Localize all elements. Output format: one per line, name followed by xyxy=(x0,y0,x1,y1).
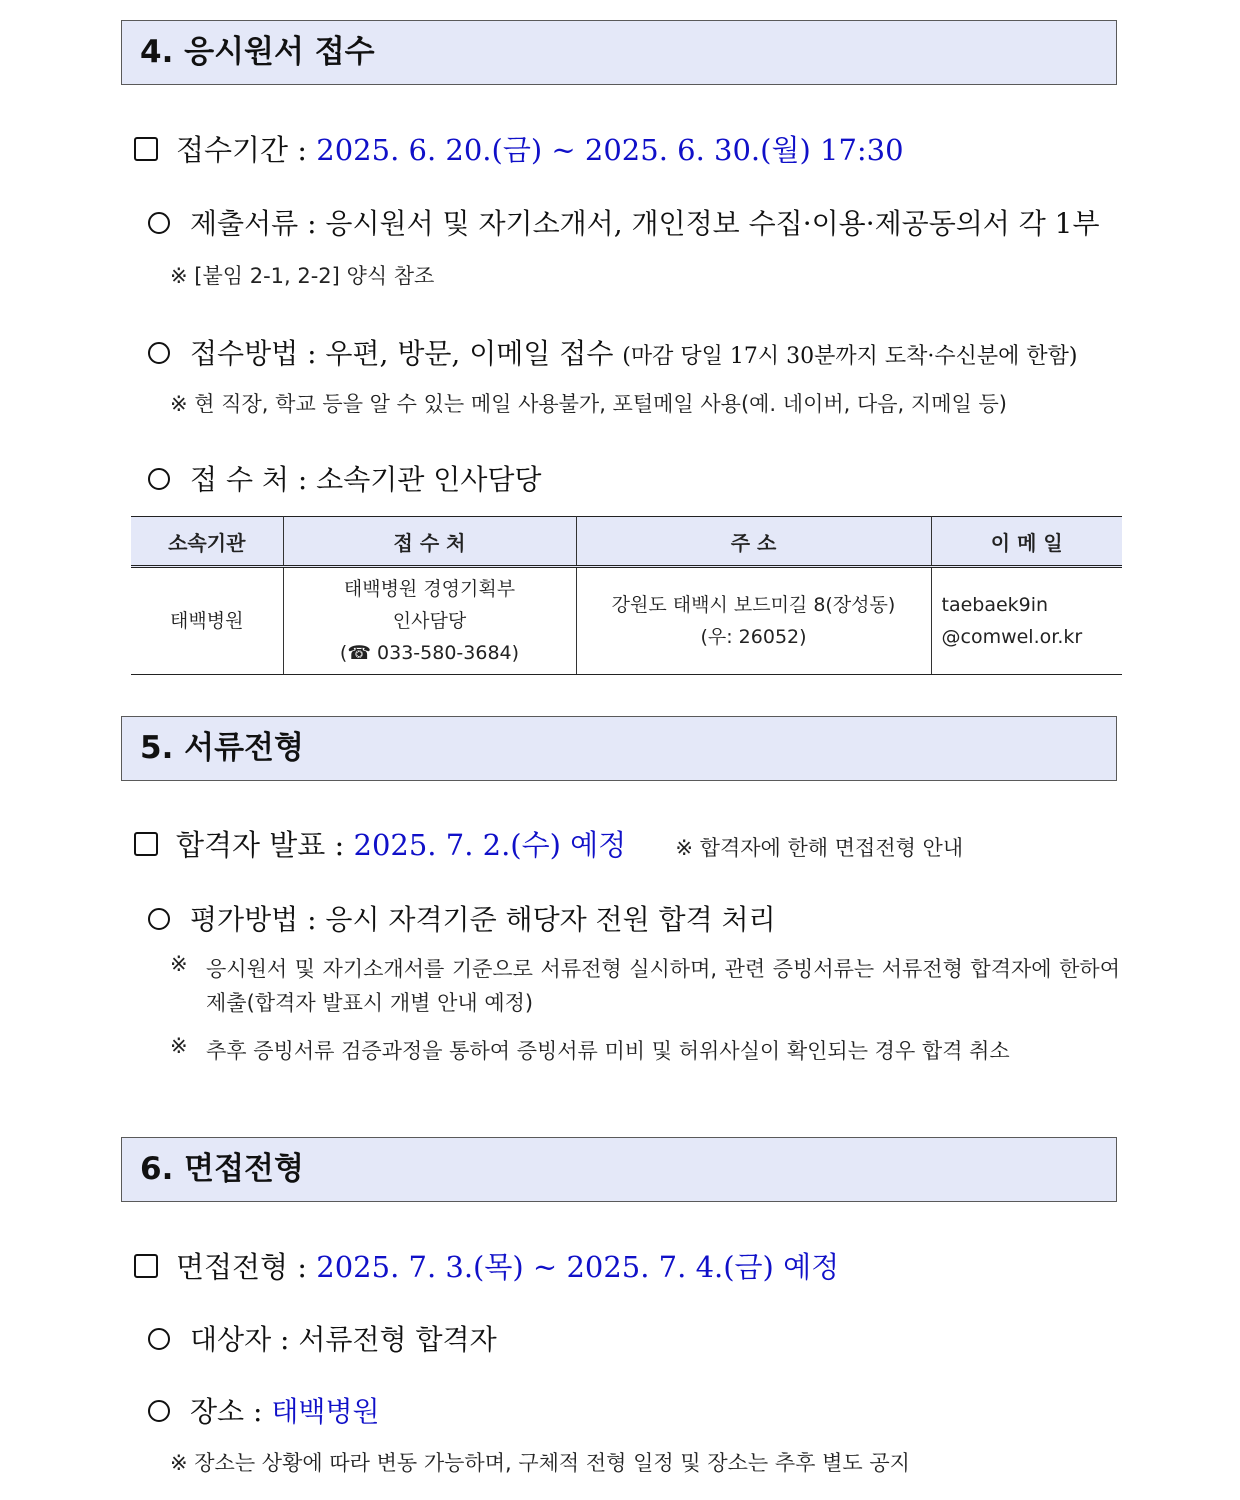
receipt-method xyxy=(148,332,1077,372)
method-note: ※ 현 직장, 학교 등을 알 수 있는 메일 사용불가, 포털메일 사용(예. 네이버, 다음, 지메일 등) xyxy=(170,392,1007,416)
submission-docs xyxy=(148,202,1100,242)
circle-bullet-icon xyxy=(148,212,170,234)
docs-note: ※ [붙임 2-1, 2-2] 양식 참조 xyxy=(170,264,435,288)
address-street: 강원도 태백시 보드미길 8(장성동) xyxy=(611,594,896,616)
evaluation-text: 평가방법 : 응시 자격기준 해당자 전원 합격 처리 xyxy=(190,903,776,936)
section-4-heading: 4. 응시원서 접수 xyxy=(121,20,1117,85)
circle-bullet-icon xyxy=(148,1400,170,1422)
interview-value: 2025. 7. 3.(목) ~ 2025. 7. 4.(금) 예정 xyxy=(316,1250,840,1284)
email-domain: @comwel.or.kr xyxy=(941,626,1083,648)
announce-label: 합격자 발표 : xyxy=(176,828,354,862)
note-mark: ※ xyxy=(170,952,188,976)
place-text: 접 수 처 : 소속기관 인사담당 xyxy=(190,463,542,496)
checkbox-icon xyxy=(134,1254,158,1278)
application-period xyxy=(134,128,904,169)
table-header: 소속기관 xyxy=(131,517,283,567)
interview-venue xyxy=(148,1390,380,1430)
note-mark: ※ xyxy=(170,1034,188,1058)
circle-bullet-icon xyxy=(148,908,170,930)
note-text: 응시원서 및 자기소개서를 기준으로 서류전형 실시하며, 관련 증빙서류는 서류전형 합격자에 한하여 제출(합격자 발표시 개별 안내 예정) xyxy=(206,957,1120,1015)
dept-unit: 인사담당 xyxy=(392,610,467,632)
period-value: 2025. 6. 20.(금) ~ 2025. 6. 30.(월) 17:30 xyxy=(316,133,904,167)
receipt-table xyxy=(131,516,1122,675)
circle-bullet-icon xyxy=(148,342,170,364)
interview-target xyxy=(148,1318,497,1358)
venue-label: 장소 : xyxy=(190,1395,272,1428)
table-header: 이 메 일 xyxy=(931,517,1122,567)
announce-value: 2025. 7. 2.(수) 예정 xyxy=(353,828,627,862)
checkbox-icon xyxy=(134,832,158,856)
table-header: 접 수 처 xyxy=(283,517,576,567)
venue-value: 태백병원 xyxy=(271,1395,380,1428)
email-cell xyxy=(931,567,1122,675)
checkbox-icon xyxy=(134,137,158,161)
circle-bullet-icon xyxy=(148,1328,170,1350)
interview-period xyxy=(134,1245,839,1286)
section-5-heading: 5. 서류전형 xyxy=(121,716,1117,781)
address-cell xyxy=(576,567,931,675)
venue-note: ※ 장소는 상황에 따라 변동 가능하며, 구체적 전형 일정 및 장소는 추후 별도 공지 xyxy=(170,1451,910,1475)
dept-cell xyxy=(283,567,576,675)
announce-note: ※ 합격자에 한해 면접전형 안내 xyxy=(675,836,964,860)
docs-text: 제출서류 : 응시원서 및 자기소개서, 개인정보 수집·이용·제공동의서 각 1부 xyxy=(190,207,1100,240)
note-text: 추후 증빙서류 검증과정을 통하여 증빙서류 미비 및 허위사실이 확인되는 경우 합격 취소 xyxy=(206,1039,1010,1063)
org-cell: 태백병원 xyxy=(131,567,283,675)
dept-phone: (☎ 033-580-3684) xyxy=(339,642,520,664)
interview-label: 면접전형 : xyxy=(176,1250,317,1284)
section-6-heading: 6. 면접전형 xyxy=(121,1137,1117,1202)
receipt-place xyxy=(148,458,541,498)
announcement xyxy=(134,823,963,864)
target-text: 대상자 : 서류전형 합격자 xyxy=(190,1323,497,1356)
circle-bullet-icon xyxy=(148,468,170,490)
evaluation-method xyxy=(148,898,776,938)
table-header-row xyxy=(131,517,1122,567)
evaluation-note-2 xyxy=(170,1034,1120,1068)
dept-name: 태백병원 경영기획부 xyxy=(343,578,516,600)
table-header: 주 소 xyxy=(576,517,931,567)
method-text: 접수방법 : 우편, 방문, 이메일 접수 xyxy=(190,337,614,370)
evaluation-note-1 xyxy=(170,952,1120,1020)
email-local: taebaek9in xyxy=(941,594,1049,616)
address-postcode: (우: 26052) xyxy=(700,626,807,648)
table-row xyxy=(131,567,1122,675)
period-label: 접수기간 : xyxy=(176,133,317,167)
method-deadline-note: (마감 당일 17시 30분까지 도착·수신분에 한함) xyxy=(622,344,1078,369)
